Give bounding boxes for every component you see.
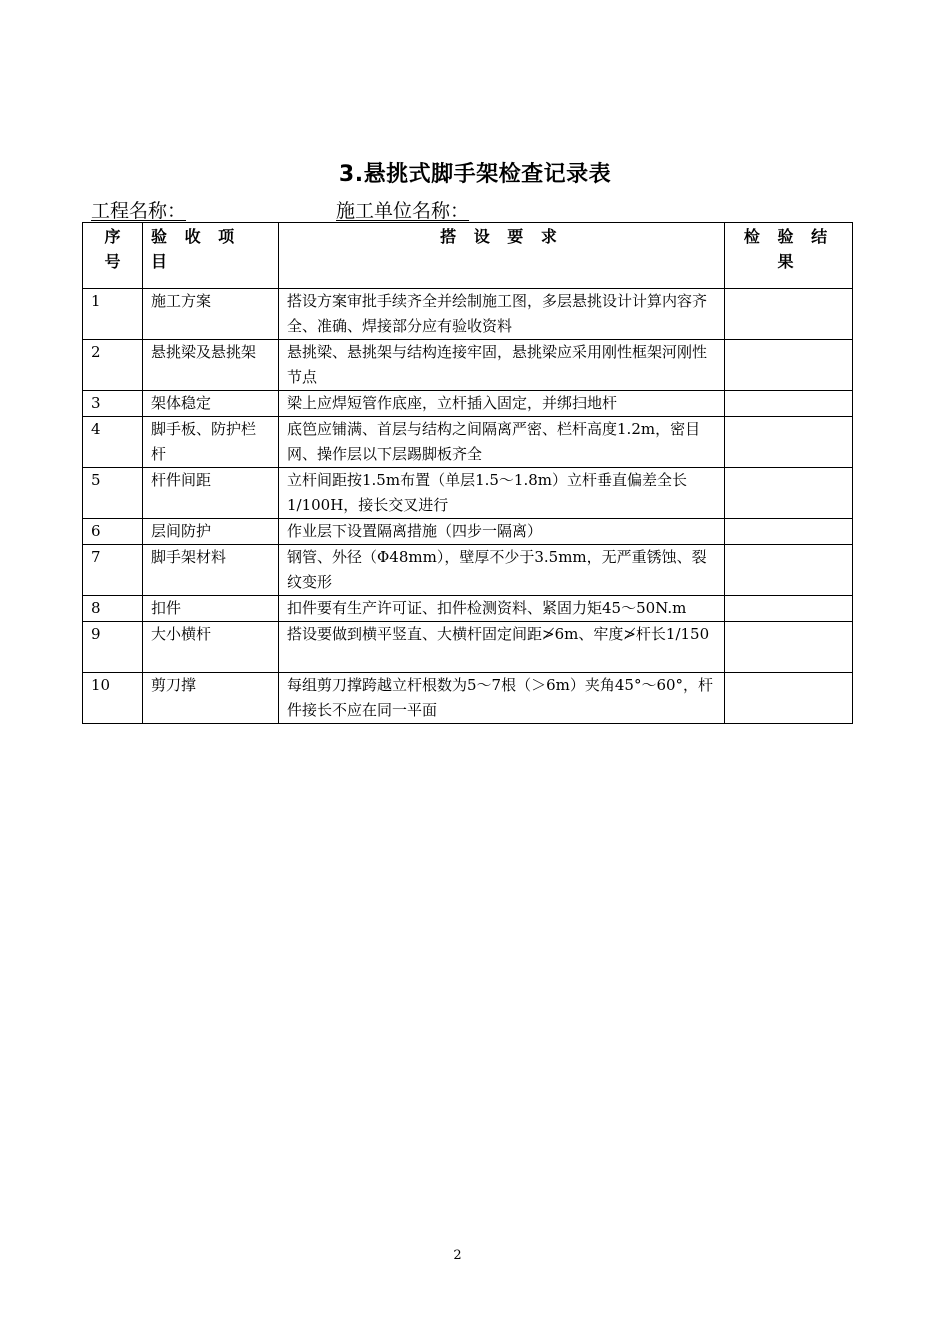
row-result[interactable] bbox=[725, 468, 853, 519]
row-requirement: 梁上应焊短管作底座，立杆插入固定，并绑扫地杆 bbox=[279, 391, 725, 417]
row-requirement: 每组剪刀撑跨越立杆根数为5～7根（＞6m）夹角45°～60°，杆件接长不应在同一平面 bbox=[279, 673, 725, 724]
row-number: 8 bbox=[83, 596, 143, 622]
row-requirement: 底笆应铺满、首层与结构之间隔离严密、栏杆高度1.2m，密目网、操作层以下层踢脚板齐全 bbox=[279, 417, 725, 468]
row-item: 扣件 bbox=[143, 596, 279, 622]
row-result[interactable] bbox=[725, 340, 853, 391]
row-result[interactable] bbox=[725, 519, 853, 545]
row-item: 脚手板、防护栏杆 bbox=[143, 417, 279, 468]
row-number: 6 bbox=[83, 519, 143, 545]
row-number: 7 bbox=[83, 545, 143, 596]
row-item: 施工方案 bbox=[143, 289, 279, 340]
project-name-label: 工程名称： bbox=[91, 200, 187, 222]
table-row bbox=[83, 340, 853, 391]
table-row bbox=[83, 673, 853, 724]
row-number: 4 bbox=[83, 417, 143, 468]
row-requirement: 作业层下设置隔离措施（四步一隔离） bbox=[279, 519, 725, 545]
table-row bbox=[83, 622, 853, 673]
project-name-blank[interactable] bbox=[186, 202, 336, 223]
construction-unit-blank[interactable] bbox=[469, 202, 523, 223]
row-requirement: 搭设方案审批手续齐全并绘制施工图，多层悬挑设计计算内容齐全、准确、焊接部分应有验收资料 bbox=[279, 289, 725, 340]
header-result: 检 验 结 果 bbox=[725, 223, 853, 289]
row-result[interactable] bbox=[725, 673, 853, 724]
header-fields bbox=[91, 199, 523, 223]
row-result[interactable] bbox=[725, 391, 853, 417]
inspection-table bbox=[82, 222, 853, 724]
row-requirement: 搭设要做到横平竖直、大横杆固定间距≯6m、牢度≯杆长1/150 bbox=[279, 622, 725, 673]
row-item: 悬挑梁及悬挑架 bbox=[143, 340, 279, 391]
row-result[interactable] bbox=[725, 545, 853, 596]
row-requirement: 立杆间距按1.5m布置（单层1.5～1.8m）立杆垂直偏差全长1/100H，接长交叉进行 bbox=[279, 468, 725, 519]
table-row bbox=[83, 545, 853, 596]
row-requirement: 钢管、外径（Φ48mm），壁厚不少于3.5mm，无严重锈蚀、裂纹变形 bbox=[279, 545, 725, 596]
header-no: 序 号 bbox=[83, 223, 143, 289]
row-result[interactable] bbox=[725, 622, 853, 673]
row-item: 大小横杆 bbox=[143, 622, 279, 673]
table-row bbox=[83, 289, 853, 340]
table-row bbox=[83, 417, 853, 468]
table-header-row bbox=[83, 223, 853, 289]
row-requirement: 悬挑梁、悬挑架与结构连接牢固，悬挑梁应采用刚性框架河刚性节点 bbox=[279, 340, 725, 391]
table-row bbox=[83, 468, 853, 519]
row-result[interactable] bbox=[725, 417, 853, 468]
row-number: 1 bbox=[83, 289, 143, 340]
header-requirement: 搭 设 要 求 bbox=[279, 223, 725, 289]
row-item: 剪刀撑 bbox=[143, 673, 279, 724]
row-number: 3 bbox=[83, 391, 143, 417]
row-number: 2 bbox=[83, 340, 143, 391]
row-item: 层间防护 bbox=[143, 519, 279, 545]
row-item: 杆件间距 bbox=[143, 468, 279, 519]
row-item: 架体稳定 bbox=[143, 391, 279, 417]
row-number: 10 bbox=[83, 673, 143, 724]
row-requirement: 扣件要有生产许可证、扣件检测资料、紧固力矩45～50N.m bbox=[279, 596, 725, 622]
row-result[interactable] bbox=[725, 289, 853, 340]
header-item: 验 收 项 目 bbox=[143, 223, 279, 289]
table-row bbox=[83, 596, 853, 622]
page-title: 3.悬挑式脚手架检查记录表 bbox=[338, 162, 612, 187]
table-row bbox=[83, 391, 853, 417]
construction-unit-label: 施工单位名称： bbox=[336, 200, 470, 222]
table-row bbox=[83, 519, 853, 545]
row-result[interactable] bbox=[725, 596, 853, 622]
row-item: 脚手架材料 bbox=[143, 545, 279, 596]
row-number: 5 bbox=[83, 468, 143, 519]
page-number: 2 bbox=[453, 1248, 462, 1263]
row-number: 9 bbox=[83, 622, 143, 673]
